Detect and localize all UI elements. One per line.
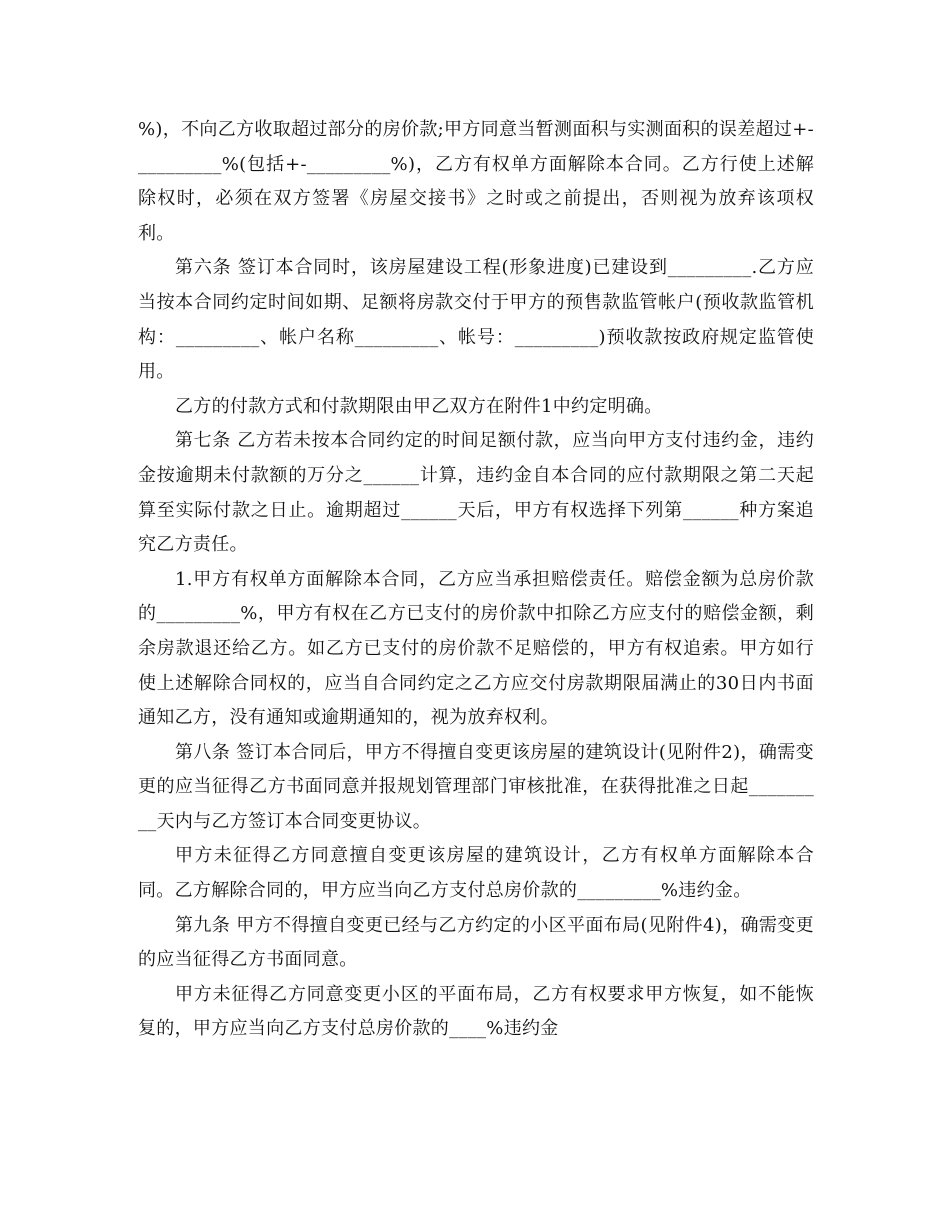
paragraph-design-change-penalty: 甲方未征得乙方同意擅自变更该房屋的建筑设计，乙方有权单方面解除本合同。乙方解除合同的，甲方应当向乙方支付总房价款的_________%违约金。 [138, 845, 814, 902]
paragraph-article-9: 第九条 甲方不得擅自变更已经与乙方约定的小区平面布局(见附件4)，确需变更的应当征得乙方书面同意。 [138, 914, 814, 971]
paragraph-option-1: 1.甲方有权单方面解除本合同，乙方应当承担赔偿责任。赔偿金额为总房价款的_________%，甲方有权在乙方已支付的房价款中扣除乙方应支付的赔偿金额，剩余房款退还给乙方。如乙方已支付的房价款不足赔偿的，甲方有权追索。甲方如行使上述解除合同权的，应当自合同约定之乙方应交付房款期限届满止的30日内书面通知乙方，没有通知或逾期通知的，视为放弃权利。 [138, 568, 814, 729]
paragraph-article-6: 第六条 签订本合同时，该房屋建设工程(形象进度)已建设到_________.乙方应当按本合同约定时间如期、足额将房款交付于甲方的预售款监管帐户(预收款监管机构：_________、帐户名称_________、帐号：_________)预收款按政府规定监管使用。 [138, 257, 814, 383]
paragraph-continuation: %)，不向乙方收取超过部分的房价款;甲方同意当暂测面积与实测面积的误差超过+-_________%(包括+-_________%)，乙方有权单方面解除本合同。乙方行使上述解除权时，必须在双方签署《房屋交接书》之时或之前提出，否则视为放弃该项权利。 [138, 119, 814, 244]
paragraph-layout-change-penalty: 甲方未征得乙方同意变更小区的平面布局，乙方有权要求甲方恢复，如不能恢复的，甲方应当向乙方支付总房价款的____%违约金 [138, 983, 814, 1040]
document-body [138, 113, 814, 1047]
paragraph-payment-method: 乙方的付款方式和付款期限由甲乙双方在附件1中约定明确。 [175, 395, 663, 417]
paragraph-article-7: 第七条 乙方若未按本合同约定的时间足额付款，应当向甲方支付违约金，违约金按逾期未付款额的万分之______计算，违约金自本合同的应付款期限之第二天起算至实际付款之日止。逾期超过______天后，甲方有权选择下列第______种方案追究乙方责任。 [138, 430, 814, 556]
paragraph-article-8: 第八条 签订本合同后，甲方不得擅自变更该房屋的建筑设计(见附件2)，确需变更的应当征得乙方书面同意并报规划管理部门审核批准，在获得批准之日起_________天内与乙方签订本合同变更协议。 [138, 741, 814, 832]
